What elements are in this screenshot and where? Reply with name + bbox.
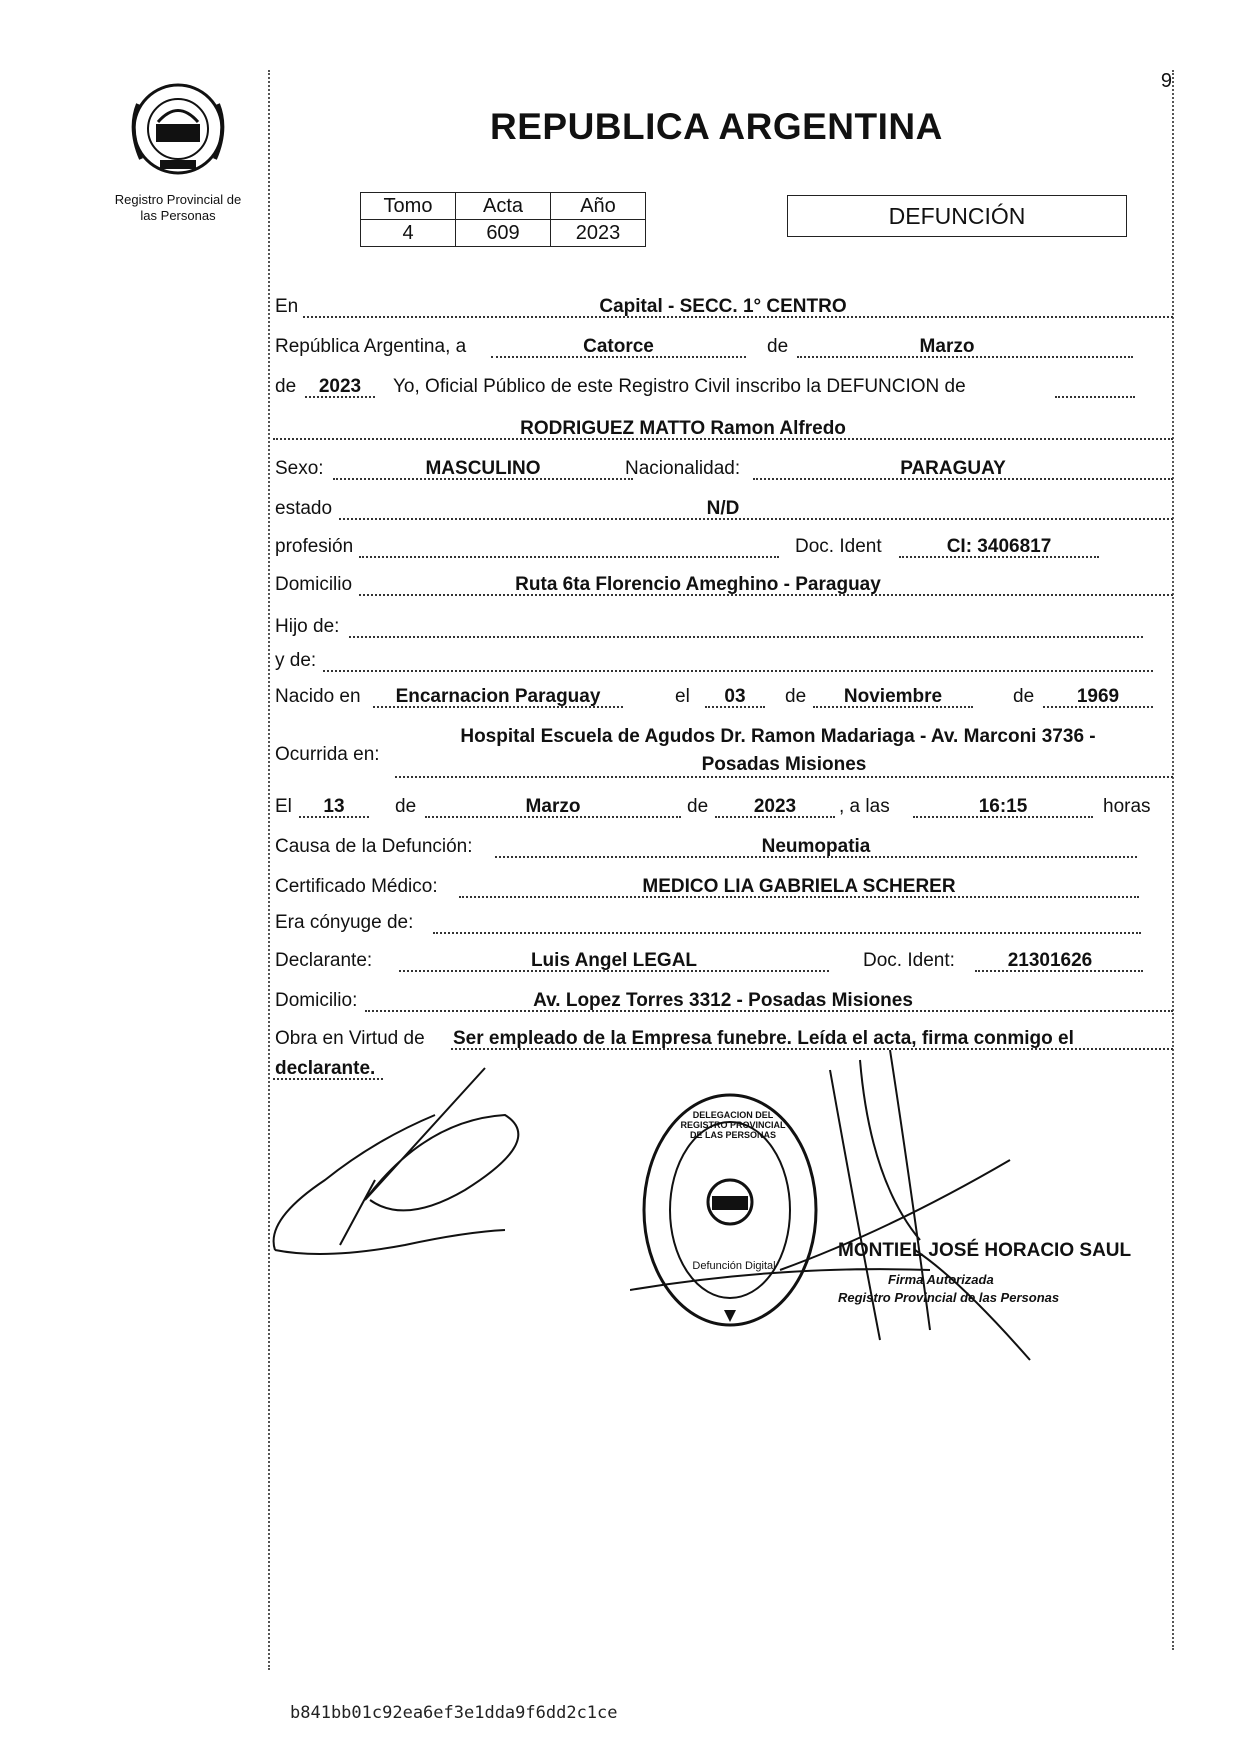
certificado-label: Certificado Médico: xyxy=(275,876,438,897)
anio-registro: 2023 xyxy=(318,376,362,397)
page-number: 9 xyxy=(1160,70,1172,92)
row-profesion xyxy=(273,530,1173,560)
causa-label: Causa de la Defunción: xyxy=(275,836,473,857)
left-margin-line xyxy=(268,70,270,1670)
nac-de2-label: de xyxy=(1013,686,1035,707)
row-declarante xyxy=(273,944,1173,974)
official-org: Registro Provincial de las Personas xyxy=(838,1290,1060,1305)
defuncion-mes: Marzo xyxy=(525,796,581,817)
row-fecha-defuncion xyxy=(273,790,1173,820)
sexo-value: MASCULINO xyxy=(425,458,541,479)
certificado-value: MEDICO LIA GABRIELA SCHERER xyxy=(642,876,956,897)
doc-ident-label: Doc. Ident xyxy=(795,536,882,557)
obra-text: Ser empleado de la Empresa funebre. Leída el acta, firma conmigo el xyxy=(453,1028,1074,1049)
province-seal-icon xyxy=(123,74,233,184)
ocurrida-line1: Hospital Escuela de Agudos Dr. Ramon Madariaga - Av. Marconi 3736 - xyxy=(460,726,1096,747)
oficial-text: Yo, Oficial Público de este Registro Civil inscribo la DEFUNCION de xyxy=(393,376,966,397)
de2-label: de xyxy=(275,376,297,397)
nacimiento-anio: 1969 xyxy=(1076,686,1120,707)
defuncion-dia: 13 xyxy=(323,796,345,817)
def-de2-label: de xyxy=(687,796,709,817)
sexo-label: Sexo: xyxy=(275,458,324,479)
causa-value: Neumopatia xyxy=(761,836,871,857)
defuncion-hora: 16:15 xyxy=(978,796,1028,817)
document-title: REPUBLICA ARGENTINA xyxy=(490,106,943,147)
row-y-de xyxy=(273,644,1173,674)
hijo-de-label: Hijo de: xyxy=(275,616,340,637)
row-estado xyxy=(273,492,1173,522)
official-signature xyxy=(630,1040,1090,1370)
stamp-inner-text: Defunción Digital xyxy=(692,1260,776,1272)
anio-label: Año xyxy=(551,193,646,220)
stamp-ring-text: DELEGACION DEL REGISTRO PROVINCIAL DE LAS PERSONAS xyxy=(680,1110,786,1140)
row-domicilio xyxy=(273,568,1173,598)
logo-caption-line2: las Personas xyxy=(140,208,216,223)
logo-caption-line1: Registro Provincial de xyxy=(114,192,242,207)
el2-label: El xyxy=(275,796,292,817)
y-de-label: y de: xyxy=(275,650,317,671)
row-ocurrida xyxy=(273,720,1173,780)
horas-label: horas xyxy=(1103,796,1151,817)
nacimiento-mes: Noviembre xyxy=(843,686,943,707)
obra-text2: declarante. xyxy=(275,1058,376,1079)
profesion-label: profesión xyxy=(275,536,354,557)
nacido-en-label: Nacido en xyxy=(275,686,361,707)
alas-label: , a las xyxy=(839,796,890,817)
decl-domicilio-label: Domicilio: xyxy=(275,990,358,1011)
en-label: En xyxy=(275,296,299,317)
obra-label: Obra en Virtud de xyxy=(275,1028,425,1049)
decl-doc-label: Doc. Ident: xyxy=(863,950,955,971)
doc-ident-value: CI: 3406817 xyxy=(946,536,1052,557)
estado-value: N/D xyxy=(706,498,740,519)
row-sexo xyxy=(273,452,1173,482)
tomo-label: Tomo xyxy=(361,193,456,220)
official-name: MONTIEL JOSÉ HORACIO SAUL xyxy=(838,1240,1132,1261)
dia-texto: Catorce xyxy=(583,336,654,357)
republica-label: República Argentina, a xyxy=(275,336,467,357)
row-conyuge xyxy=(273,906,1173,936)
mes-texto: Marzo xyxy=(919,336,975,357)
document-hash: b841bb01c92ea6ef3e1dda9f6dd2c1ce xyxy=(290,1703,618,1723)
declarante-doc: 21301626 xyxy=(1007,950,1093,971)
document-type-box: DEFUNCIÓN xyxy=(787,195,1127,237)
def-de1-label: de xyxy=(395,796,417,817)
domicilio-value: Ruta 6ta Florencio Ameghino - Paraguay xyxy=(515,574,881,595)
anio-value: 2023 xyxy=(551,220,646,247)
row-nombre xyxy=(273,412,1173,442)
ocurrida-line2: Posadas Misiones xyxy=(701,754,867,775)
official-role: Firma Autorizada xyxy=(888,1272,994,1287)
declarante-label: Declarante: xyxy=(275,950,373,971)
acta-label: Acta xyxy=(456,193,551,220)
fallecido-nombre: RODRIGUEZ MATTO Ramon Alfredo xyxy=(520,418,846,439)
registry-logo xyxy=(98,74,258,224)
nacimiento-dia: 03 xyxy=(724,686,746,707)
nac-de1-label: de xyxy=(785,686,807,707)
row-oficial xyxy=(273,370,1173,400)
row-certificado xyxy=(273,870,1173,900)
nacido-en-value: Encarnacion Paraguay xyxy=(395,686,601,707)
row-causa xyxy=(273,830,1173,860)
record-reference-table xyxy=(360,192,646,247)
de1-label: de xyxy=(767,336,789,357)
estado-label: estado xyxy=(275,498,333,519)
declarant-signature xyxy=(265,1060,535,1260)
ocurrida-label: Ocurrida en: xyxy=(275,744,380,765)
defuncion-anio: 2023 xyxy=(753,796,797,817)
nacionalidad-label: Nacionalidad: xyxy=(625,458,741,479)
conyuge-label: Era cónyuge de: xyxy=(275,912,414,933)
lugar-value: Capital - SECC. 1° CENTRO xyxy=(599,296,847,317)
row-lugar xyxy=(273,290,1173,320)
declarante-value: Luis Angel LEGAL xyxy=(530,950,698,971)
acta-value: 609 xyxy=(456,220,551,247)
row-fecha-registro xyxy=(273,330,1173,360)
declarante-domicilio: Av. Lopez Torres 3312 - Posadas Misiones xyxy=(533,990,913,1011)
row-declarante-domicilio xyxy=(273,984,1173,1014)
row-nacimiento xyxy=(273,680,1173,710)
domicilio-label: Domicilio xyxy=(275,574,353,595)
row-hijo-de xyxy=(273,610,1173,640)
el-label: el xyxy=(675,686,690,707)
nacionalidad-value: PARAGUAY xyxy=(900,458,1006,479)
tomo-value: 4 xyxy=(361,220,456,247)
